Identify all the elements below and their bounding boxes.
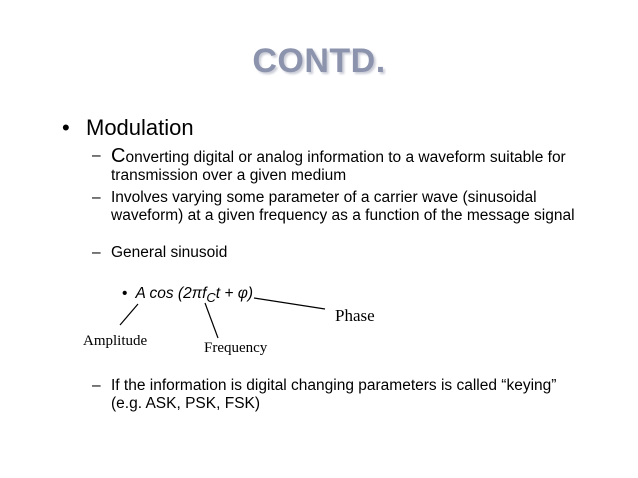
sub-bullet-text: Involves varying some parameter of a carrier wave (sinusoidal waveform) at a given frequency as a function of the message signal (111, 189, 575, 224)
formula-part-a: A cos (2πf (135, 285, 207, 302)
formula-subscript: C (206, 290, 216, 306)
sub-bullet-text-rest: onverting digital or analog information to a waveform suitable for transmission over a given medium (111, 149, 566, 184)
drop-letter: C (111, 145, 126, 167)
label-frequency: Frequency (204, 340, 268, 356)
formula-part-b: t + φ) (215, 285, 253, 302)
bullet-marker: • (62, 115, 70, 140)
sub-bullet-text: General sinusoid (111, 244, 228, 261)
amplitude-pointer (120, 304, 138, 325)
dash-marker: – (92, 244, 101, 261)
frequency-pointer (205, 303, 218, 338)
bullet-text: Modulation (86, 115, 194, 140)
slide-title: CONTD. (252, 42, 386, 80)
dash-marker: – (92, 377, 101, 394)
phase-pointer (254, 298, 325, 309)
label-amplitude: Amplitude (83, 333, 148, 349)
formula-bullet: • (122, 285, 128, 302)
dash-marker: – (92, 147, 101, 164)
label-phase: Phase (335, 306, 375, 325)
dash-marker: – (92, 189, 101, 206)
sub-bullet-text: If the information is digital changing parameters is called “keying” (e.g. ASK, PSK, FSK) (111, 377, 557, 412)
